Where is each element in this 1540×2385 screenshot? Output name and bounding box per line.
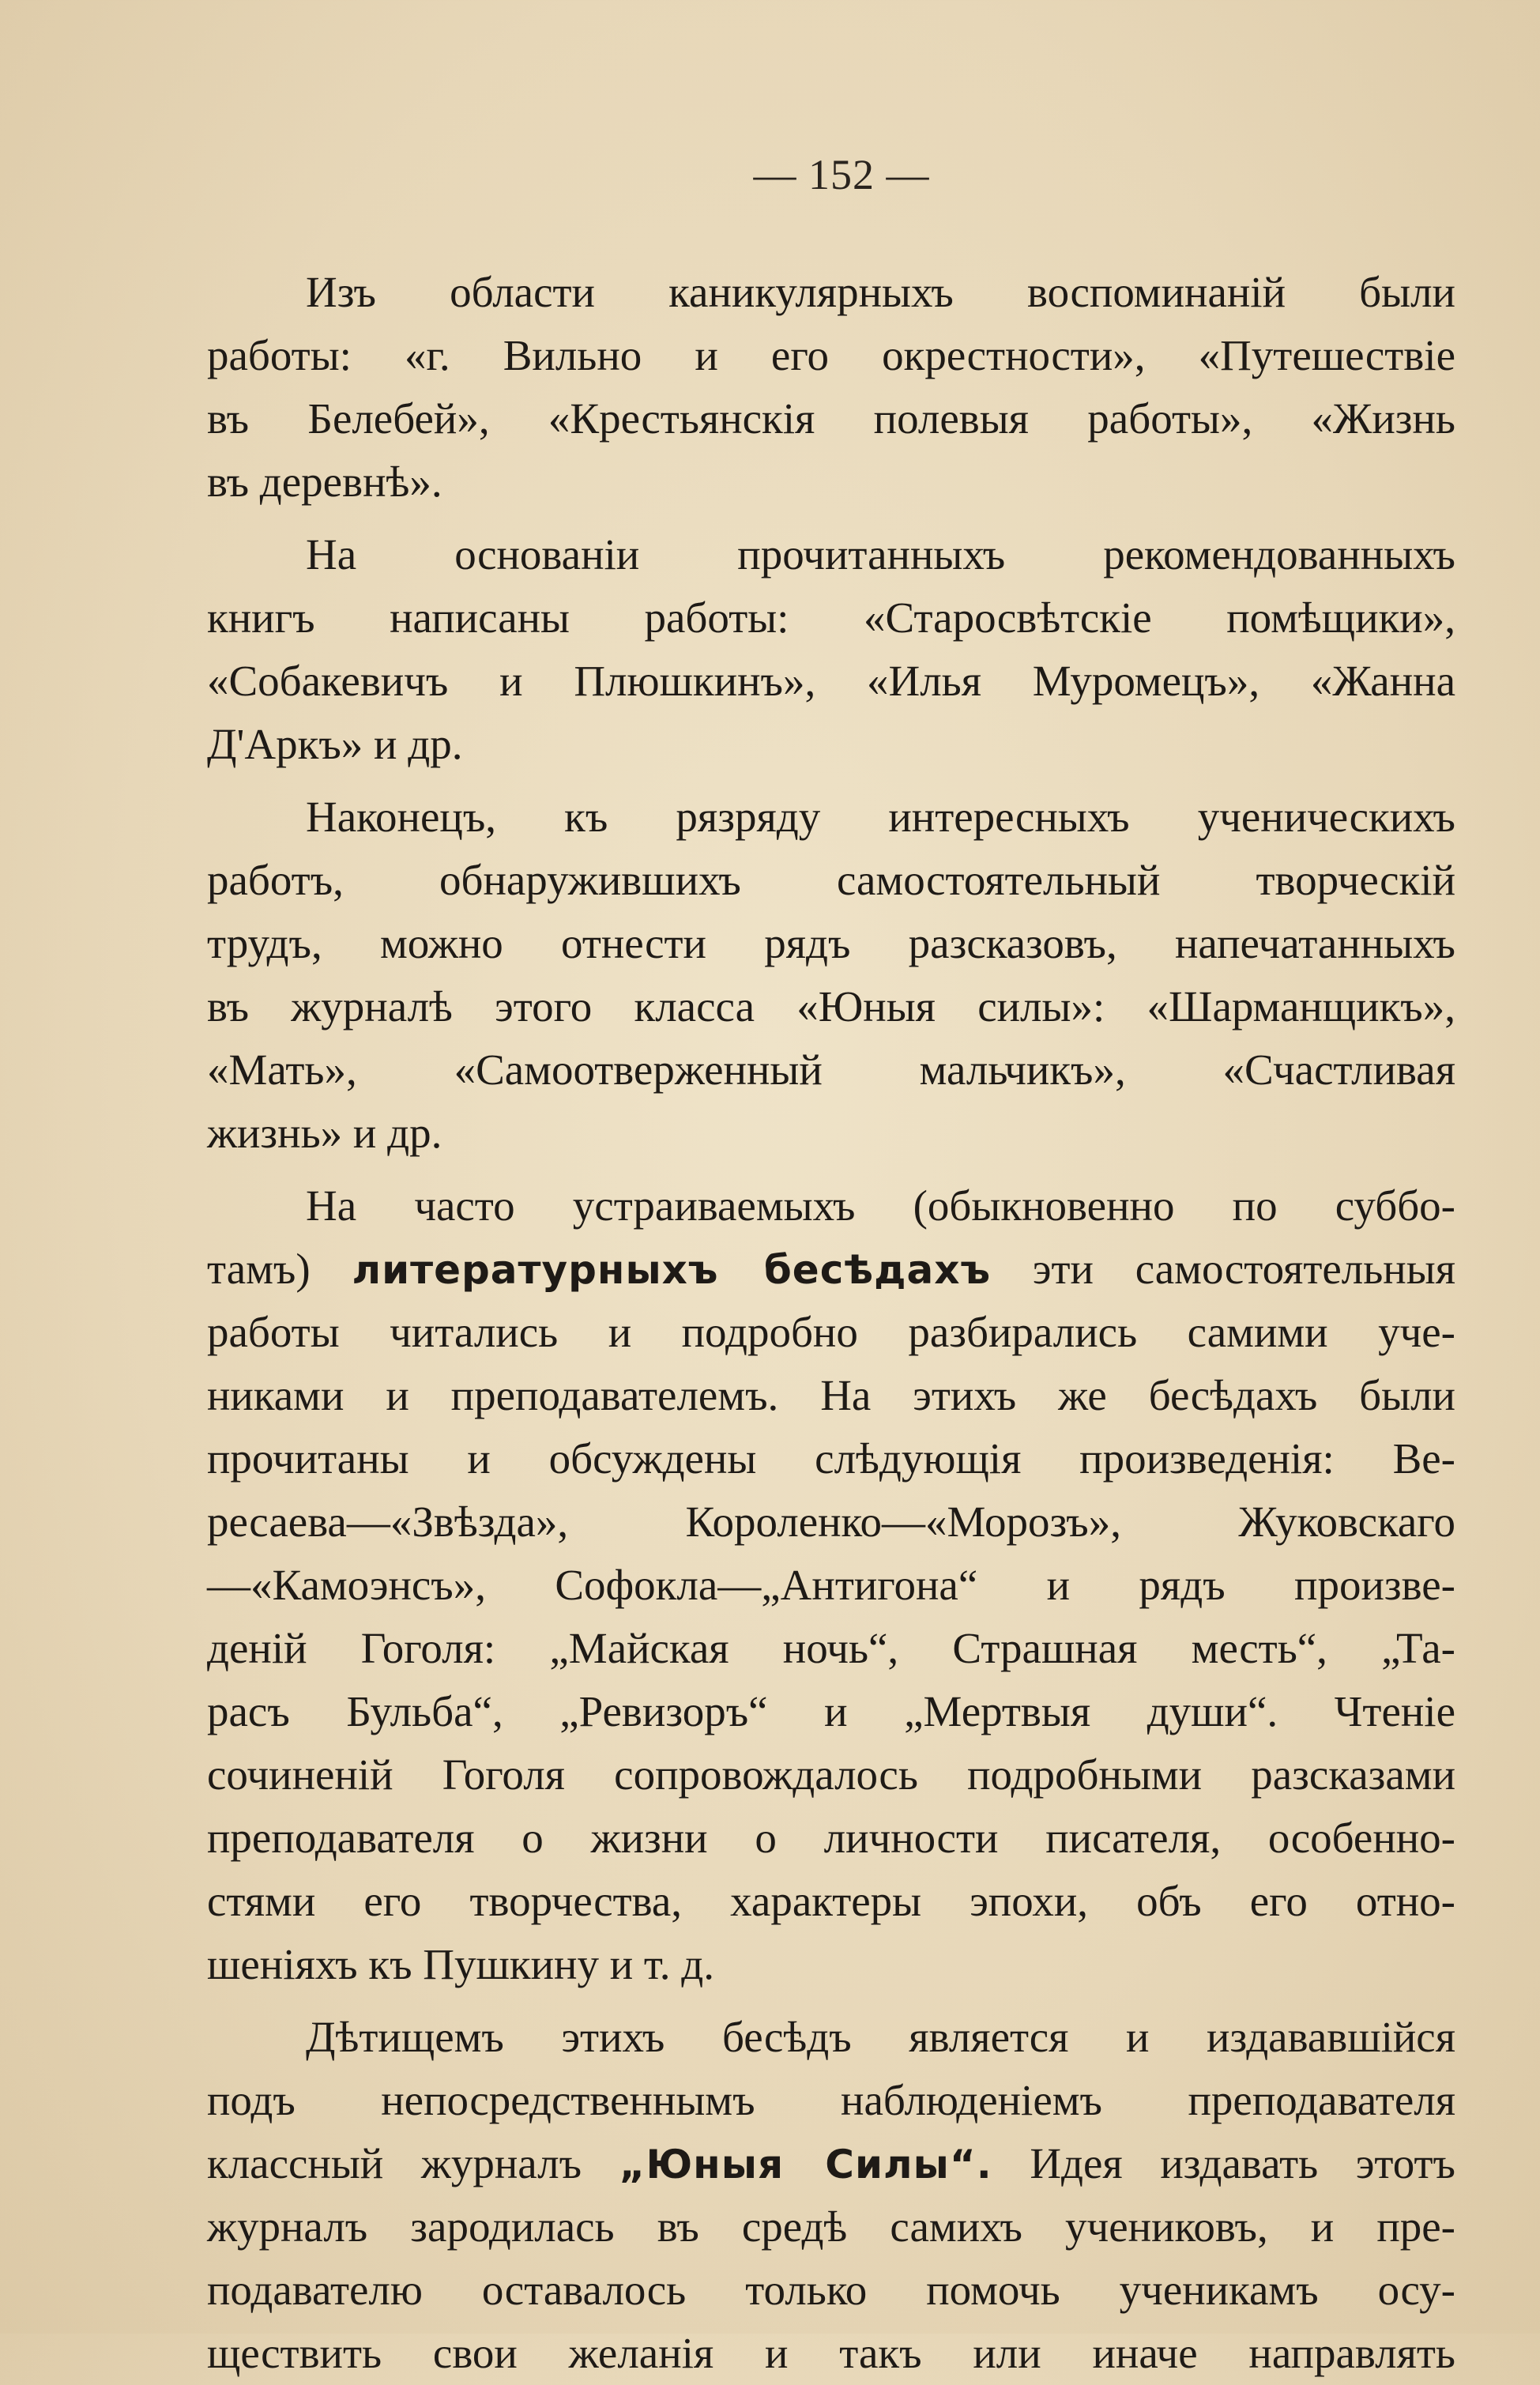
text-line: деній Гоголя: „Майская ночь“, Страшная месть“, „Та- (207, 1624, 1455, 1672)
text-line: шеніяхъ къ Пушкину и т. д. (207, 1940, 715, 1988)
text-line: прочитаны и обсуждены слѣдующія произведенія: Ве- (207, 1434, 1455, 1483)
text-line: расъ Бульба“, „Ревизоръ“ и „Мертвыя души“. Чтеніе (207, 1687, 1455, 1735)
text-line: Д'Аркъ» и др. (207, 720, 463, 768)
text-line: Изъ области каникулярныхъ воспоминаній были (306, 268, 1455, 316)
text-line: На основаніи прочитанныхъ рекомендованныхъ (306, 530, 1455, 578)
text-line: подавателю оставалось только помочь ученикамъ осу- (207, 2266, 1455, 2314)
text-line: работъ, обнаружившихъ самостоятельный творческій (207, 856, 1455, 904)
text-line: стями его творчества, характеры эпохи, объ его отно- (207, 1877, 1455, 1925)
text-line: Наконецъ, къ рязряду интересныхъ ученическихъ (306, 793, 1455, 841)
text-line: ресаева—«Звѣзда», Короленко—«Морозъ», Жуковскаго (207, 1498, 1455, 1546)
text-line (207, 2132, 1455, 2195)
text-line: На часто устраиваемыхъ (обыкновенно по суббо- (306, 1181, 1455, 1230)
paragraph (207, 1174, 1455, 1996)
text-line: преподавателя о жизни о личности писателя, особенно- (207, 1814, 1455, 1862)
text-line: жизнь» и др. (207, 1109, 442, 1157)
text-line: трудъ, можно отнести рядъ разсказовъ, напечатанныхъ (207, 919, 1455, 967)
bold-phrase: литературныхъ бесѣдахъ (352, 1247, 992, 1293)
text-fragment: тамъ) (207, 1245, 311, 1293)
text-line: книгъ написаны работы: «Старосвѣтскіе помѣщики», (207, 593, 1455, 642)
text-line: никами и преподавателемъ. На этихъ же бесѣдахъ были (207, 1371, 1455, 1419)
text-line: «Мать», «Самоотверженный мальчикъ», «Счастливая (207, 1046, 1455, 1094)
text-line: —«Камоэнсъ», Софокла—„Антигона“ и рядъ произве- (207, 1561, 1455, 1609)
paragraph (207, 786, 1455, 1165)
text-line: Дѣтищемъ этихъ бесѣдъ является и издававшійся (306, 2013, 1455, 2061)
text-line: въ Белебей», «Крестьянскія полевыя работы», «Жизнь (207, 394, 1455, 443)
paragraph (207, 523, 1455, 776)
bold-phrase: „Юныя Силы“. (619, 2142, 992, 2187)
paragraph (207, 2006, 1455, 2385)
text-line: подъ непосредственнымъ наблюденіемъ преподавателя (207, 2076, 1455, 2124)
text-fragment: классный журналъ (207, 2139, 582, 2187)
text-line: журналъ зародилась въ средѣ самихъ учениковъ, и пре- (207, 2202, 1455, 2251)
paragraph (207, 261, 1455, 514)
text-line: ществить свои желанія и такъ или иначе направлять (207, 2329, 1455, 2377)
body-text (207, 261, 1455, 2385)
text-line: работы: «г. Вильно и его окрестности», «Путешествіе (207, 331, 1455, 379)
text-fragment: Идея издавать этотъ (1030, 2139, 1455, 2187)
page-number: — 152 — (753, 151, 930, 198)
text-line: «Собакевичъ и Плюшкинъ», «Илья Муромецъ», «Жанна (207, 657, 1455, 705)
text-line: работы читались и подробно разбирались самими уче- (207, 1308, 1455, 1356)
text-line (207, 1238, 1455, 1301)
text-fragment: эти самостоятельныя (1032, 1245, 1455, 1293)
text-line: въ деревнѣ». (207, 458, 442, 506)
text-line: сочиненій Гоголя сопровождалось подробными разсказами (207, 1750, 1455, 1799)
text-line: въ журналѣ этого класса «Юныя силы»: «Шарманщикъ», (207, 982, 1455, 1030)
